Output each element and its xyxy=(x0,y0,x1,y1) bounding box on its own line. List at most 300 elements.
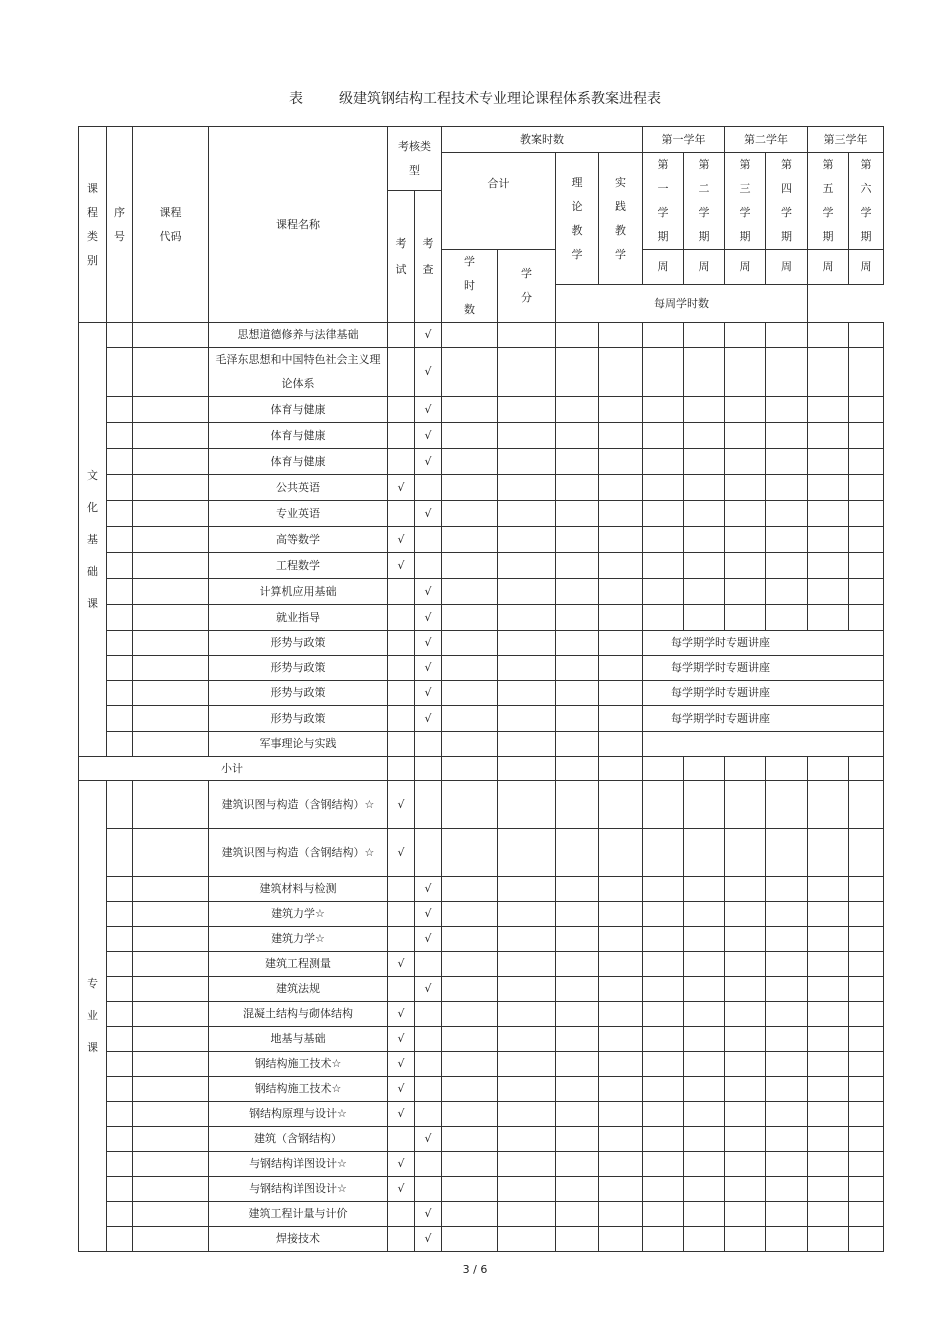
seq-cell xyxy=(107,1152,133,1177)
subtotal-cell xyxy=(388,757,415,781)
exam-mark: √ xyxy=(388,829,415,877)
term-cell xyxy=(808,977,849,1002)
term-cell xyxy=(849,579,884,605)
seq-cell xyxy=(107,501,133,527)
term-cell xyxy=(684,1202,725,1227)
header-term-3: 第 三 学 期 xyxy=(725,153,766,250)
term-cell xyxy=(808,475,849,501)
hours-cell xyxy=(442,732,498,757)
subtotal-cell xyxy=(849,757,884,781)
exam-mark xyxy=(388,449,415,475)
term-cell xyxy=(643,423,684,449)
header-term-6: 第 六 学 期 xyxy=(849,153,884,250)
seq-cell xyxy=(107,927,133,952)
hours-cell xyxy=(498,527,556,553)
hours-cell xyxy=(498,423,556,449)
hours-cell xyxy=(556,348,599,397)
hours-cell xyxy=(442,1177,498,1202)
hours-cell xyxy=(442,1127,498,1152)
exam-mark xyxy=(388,605,415,631)
course-name: 地基与基础 xyxy=(209,1027,388,1052)
course-name: 建筑工程测量 xyxy=(209,952,388,977)
exam-mark: √ xyxy=(388,1002,415,1027)
lecture-note: 每学期学时专题讲座 xyxy=(643,656,884,681)
term-cell xyxy=(849,1077,884,1102)
subtotal-cell xyxy=(808,757,849,781)
table-row xyxy=(79,781,884,829)
term-cell xyxy=(766,1127,808,1152)
term-cell xyxy=(766,348,808,397)
code-cell xyxy=(133,1052,209,1077)
term-cell xyxy=(766,323,808,348)
term-cell xyxy=(684,1177,725,1202)
hours-cell xyxy=(599,877,643,902)
term-cell xyxy=(808,1027,849,1052)
course-name: 建筑材料与检测 xyxy=(209,877,388,902)
term-cell xyxy=(643,877,684,902)
check-mark: √ xyxy=(415,501,442,527)
course-name: 思想道德修养与法律基础 xyxy=(209,323,388,348)
table-row xyxy=(79,952,884,977)
term-cell xyxy=(849,1002,884,1027)
table-row xyxy=(79,423,884,449)
header-year2: 第二学年 xyxy=(725,127,808,153)
seq-cell xyxy=(107,681,133,706)
basic-category-label: 文 化 基 础 课 xyxy=(79,323,107,757)
seq-cell xyxy=(107,977,133,1002)
header-class-hours: 学 时 数 xyxy=(442,250,498,323)
hours-cell xyxy=(442,829,498,877)
hours-cell xyxy=(442,927,498,952)
table-row xyxy=(79,348,884,397)
hours-cell xyxy=(556,1152,599,1177)
hours-cell xyxy=(498,397,556,423)
term-cell xyxy=(684,397,725,423)
header-term-1: 第 一 学 期 xyxy=(643,153,684,250)
term-cell xyxy=(849,1127,884,1152)
hours-cell xyxy=(556,323,599,348)
hours-cell xyxy=(498,1052,556,1077)
term-cell xyxy=(725,877,766,902)
header-year3: 第三学年 xyxy=(808,127,884,153)
check-mark xyxy=(415,1077,442,1102)
code-cell xyxy=(133,877,209,902)
table-row xyxy=(79,1027,884,1052)
code-cell xyxy=(133,829,209,877)
hours-cell xyxy=(442,656,498,681)
table-row xyxy=(79,605,884,631)
check-mark: √ xyxy=(415,977,442,1002)
hours-cell xyxy=(599,475,643,501)
term-cell xyxy=(766,781,808,829)
hours-cell xyxy=(498,1002,556,1027)
header-week-4: 周 xyxy=(766,250,808,285)
check-mark xyxy=(415,475,442,501)
check-mark: √ xyxy=(415,877,442,902)
term-cell xyxy=(684,977,725,1002)
seq-cell xyxy=(107,732,133,757)
course-name: 形势与政策 xyxy=(209,681,388,706)
term-cell xyxy=(766,1202,808,1227)
hours-cell xyxy=(556,1202,599,1227)
code-cell xyxy=(133,902,209,927)
hours-cell xyxy=(599,553,643,579)
hours-cell xyxy=(442,706,498,732)
code-cell xyxy=(133,706,209,732)
term-cell xyxy=(849,1102,884,1127)
header-week-1: 周 xyxy=(643,250,684,285)
course-name: 焊接技术 xyxy=(209,1227,388,1252)
table-row xyxy=(79,1002,884,1027)
hours-cell xyxy=(599,952,643,977)
hours-cell xyxy=(599,1202,643,1227)
term-cell xyxy=(643,579,684,605)
term-cell xyxy=(725,501,766,527)
term-cell xyxy=(684,877,725,902)
hours-cell xyxy=(556,631,599,656)
exam-mark: √ xyxy=(388,553,415,579)
header-term-5: 第 五 学 期 xyxy=(808,153,849,250)
term-cell xyxy=(684,501,725,527)
hours-cell xyxy=(556,1052,599,1077)
hours-cell xyxy=(556,1102,599,1127)
code-cell xyxy=(133,553,209,579)
lecture-note: 每学期学时专题讲座 xyxy=(643,631,884,656)
seq-cell xyxy=(107,1027,133,1052)
term-cell xyxy=(849,553,884,579)
seq-cell xyxy=(107,1102,133,1127)
hours-cell xyxy=(442,553,498,579)
term-cell xyxy=(643,1177,684,1202)
hours-cell xyxy=(599,902,643,927)
check-mark xyxy=(415,1152,442,1177)
header-term-4: 第 四 学 期 xyxy=(766,153,808,250)
table-row xyxy=(79,323,884,348)
term-cell xyxy=(849,877,884,902)
term-cell xyxy=(643,527,684,553)
term-cell xyxy=(643,829,684,877)
code-cell xyxy=(133,631,209,656)
exam-mark xyxy=(388,397,415,423)
check-mark: √ xyxy=(415,1227,442,1252)
check-mark xyxy=(415,527,442,553)
term-cell xyxy=(808,579,849,605)
term-cell xyxy=(725,1177,766,1202)
term-cell xyxy=(684,475,725,501)
hours-cell xyxy=(442,681,498,706)
term-cell xyxy=(643,977,684,1002)
hours-cell xyxy=(556,501,599,527)
term-cell xyxy=(766,423,808,449)
check-mark: √ xyxy=(415,323,442,348)
exam-mark: √ xyxy=(388,1177,415,1202)
hours-cell xyxy=(599,656,643,681)
hours-cell xyxy=(599,631,643,656)
hours-cell xyxy=(442,1077,498,1102)
term-cell xyxy=(849,423,884,449)
hours-cell xyxy=(498,501,556,527)
course-name: 建筑力学☆ xyxy=(209,902,388,927)
term-cell xyxy=(849,449,884,475)
subtotal-cell xyxy=(442,757,498,781)
check-mark: √ xyxy=(415,631,442,656)
hours-cell xyxy=(599,423,643,449)
code-cell xyxy=(133,781,209,829)
term-cell xyxy=(643,553,684,579)
hours-cell xyxy=(556,732,599,757)
term-cell xyxy=(808,1202,849,1227)
header-exam: 考 试 xyxy=(388,191,415,323)
lecture-note: 每学期学时专题讲座 xyxy=(643,681,884,706)
code-cell xyxy=(133,1152,209,1177)
hours-cell xyxy=(498,1127,556,1152)
term-cell xyxy=(684,1102,725,1127)
hours-cell xyxy=(498,631,556,656)
hours-cell xyxy=(498,977,556,1002)
term-cell xyxy=(849,323,884,348)
header-week-2: 周 xyxy=(684,250,725,285)
seq-cell xyxy=(107,1127,133,1152)
course-name: 高等数学 xyxy=(209,527,388,553)
term-cell xyxy=(808,1177,849,1202)
term-cell xyxy=(684,1152,725,1177)
term-cell xyxy=(849,1052,884,1077)
term-cell xyxy=(643,605,684,631)
table-row xyxy=(79,732,884,757)
course-name: 公共英语 xyxy=(209,475,388,501)
exam-mark xyxy=(388,348,415,397)
hours-cell xyxy=(442,348,498,397)
seq-cell xyxy=(107,902,133,927)
seq-cell xyxy=(107,1002,133,1027)
check-mark xyxy=(415,1002,442,1027)
term-cell xyxy=(725,553,766,579)
header-category: 课 程 类 别 xyxy=(79,127,107,323)
exam-mark: √ xyxy=(388,1077,415,1102)
subtotal-cell xyxy=(643,757,684,781)
exam-mark: √ xyxy=(388,1102,415,1127)
term-cell xyxy=(725,781,766,829)
term-cell xyxy=(766,527,808,553)
exam-mark xyxy=(388,656,415,681)
term-cell xyxy=(725,1027,766,1052)
check-mark: √ xyxy=(415,605,442,631)
term-cell xyxy=(643,1152,684,1177)
term-cell xyxy=(766,877,808,902)
table-row xyxy=(79,1077,884,1102)
exam-mark xyxy=(388,732,415,757)
page-number: 3 / 6 xyxy=(462,1263,488,1276)
term-cell xyxy=(808,1077,849,1102)
hours-cell xyxy=(498,348,556,397)
term-cell xyxy=(725,323,766,348)
hours-cell xyxy=(556,423,599,449)
hours-cell xyxy=(498,656,556,681)
hours-cell xyxy=(442,1227,498,1252)
exam-mark: √ xyxy=(388,475,415,501)
hours-cell xyxy=(498,1102,556,1127)
code-cell xyxy=(133,927,209,952)
code-cell xyxy=(133,1227,209,1252)
term-cell xyxy=(725,977,766,1002)
term-cell xyxy=(849,1177,884,1202)
term-cell xyxy=(643,1002,684,1027)
hours-cell xyxy=(498,877,556,902)
table-row xyxy=(79,501,884,527)
check-mark xyxy=(415,1102,442,1127)
term-cell xyxy=(808,553,849,579)
course-name: 形势与政策 xyxy=(209,631,388,656)
exam-mark xyxy=(388,977,415,1002)
hours-cell xyxy=(599,1027,643,1052)
hours-cell xyxy=(599,829,643,877)
exam-mark xyxy=(388,501,415,527)
hours-cell xyxy=(556,656,599,681)
term-cell xyxy=(684,348,725,397)
term-cell xyxy=(766,1227,808,1252)
code-cell xyxy=(133,449,209,475)
seq-cell xyxy=(107,527,133,553)
course-name: 钢结构施工技术☆ xyxy=(209,1052,388,1077)
course-name: 建筑识图与构造（含钢结构）☆ xyxy=(209,781,388,829)
check-mark: √ xyxy=(415,656,442,681)
hours-cell xyxy=(556,902,599,927)
exam-mark xyxy=(388,902,415,927)
hours-cell xyxy=(599,323,643,348)
merged-term-cell xyxy=(643,732,884,757)
subtotal-cell xyxy=(684,757,725,781)
term-cell xyxy=(849,527,884,553)
check-mark: √ xyxy=(415,1202,442,1227)
header-course-name: 课程名称 xyxy=(209,127,388,323)
title-prefix: 表 xyxy=(289,91,303,107)
seq-cell xyxy=(107,1202,133,1227)
term-cell xyxy=(643,501,684,527)
course-name: 专业英语 xyxy=(209,501,388,527)
term-cell xyxy=(808,605,849,631)
hours-cell xyxy=(599,1177,643,1202)
hours-cell xyxy=(599,781,643,829)
hours-cell xyxy=(599,1127,643,1152)
hours-cell xyxy=(599,1052,643,1077)
seq-cell xyxy=(107,579,133,605)
hours-cell xyxy=(599,348,643,397)
hours-cell xyxy=(498,706,556,732)
course-name: 混凝土结构与砌体结构 xyxy=(209,1002,388,1027)
course-name: 计算机应用基础 xyxy=(209,579,388,605)
hours-cell xyxy=(556,1227,599,1252)
table-row xyxy=(79,475,884,501)
code-cell xyxy=(133,656,209,681)
term-cell xyxy=(849,397,884,423)
term-cell xyxy=(684,323,725,348)
hours-cell xyxy=(556,877,599,902)
exam-mark xyxy=(388,927,415,952)
hours-cell xyxy=(442,1102,498,1127)
hours-cell xyxy=(556,706,599,732)
hours-cell xyxy=(599,732,643,757)
term-cell xyxy=(766,1077,808,1102)
hours-cell xyxy=(556,1077,599,1102)
exam-mark xyxy=(388,1127,415,1152)
table-row xyxy=(79,681,884,706)
term-cell xyxy=(808,501,849,527)
seq-cell xyxy=(107,397,133,423)
table-row xyxy=(79,1152,884,1177)
table-row xyxy=(79,656,884,681)
course-name: 建筑（含钢结构） xyxy=(209,1127,388,1152)
term-cell xyxy=(849,475,884,501)
course-name: 钢结构原理与设计☆ xyxy=(209,1102,388,1127)
term-cell xyxy=(808,449,849,475)
table-row xyxy=(79,579,884,605)
hours-cell xyxy=(442,1202,498,1227)
exam-mark xyxy=(388,1202,415,1227)
hours-cell xyxy=(599,501,643,527)
hours-cell xyxy=(556,475,599,501)
hours-cell xyxy=(442,501,498,527)
hours-cell xyxy=(556,605,599,631)
term-cell xyxy=(643,781,684,829)
hours-cell xyxy=(556,553,599,579)
term-cell xyxy=(725,1127,766,1152)
term-cell xyxy=(725,1152,766,1177)
term-cell xyxy=(849,348,884,397)
hours-cell xyxy=(498,1077,556,1102)
seq-cell xyxy=(107,475,133,501)
code-cell xyxy=(133,1002,209,1027)
course-name: 与钢结构详图设计☆ xyxy=(209,1152,388,1177)
seq-cell xyxy=(107,449,133,475)
term-cell xyxy=(684,449,725,475)
hours-cell xyxy=(498,952,556,977)
course-name: 就业指导 xyxy=(209,605,388,631)
course-name: 建筑识图与构造（含钢结构）☆ xyxy=(209,829,388,877)
check-mark: √ xyxy=(415,902,442,927)
check-mark xyxy=(415,553,442,579)
term-cell xyxy=(684,527,725,553)
term-cell xyxy=(808,397,849,423)
term-cell xyxy=(808,1002,849,1027)
hours-cell xyxy=(498,1177,556,1202)
term-cell xyxy=(808,781,849,829)
hours-cell xyxy=(599,1077,643,1102)
course-name: 体育与健康 xyxy=(209,449,388,475)
check-mark: √ xyxy=(415,397,442,423)
term-cell xyxy=(766,605,808,631)
term-cell xyxy=(684,423,725,449)
header-check: 考 查 xyxy=(415,191,442,323)
code-cell xyxy=(133,1177,209,1202)
check-mark: √ xyxy=(415,423,442,449)
exam-mark xyxy=(388,631,415,656)
hours-cell xyxy=(442,423,498,449)
hours-cell xyxy=(599,579,643,605)
term-cell xyxy=(725,1202,766,1227)
term-cell xyxy=(808,829,849,877)
course-name: 形势与政策 xyxy=(209,706,388,732)
hours-cell xyxy=(599,605,643,631)
hours-cell xyxy=(599,1227,643,1252)
code-cell xyxy=(133,1127,209,1152)
seq-cell xyxy=(107,781,133,829)
term-cell xyxy=(808,1152,849,1177)
term-cell xyxy=(684,927,725,952)
header-hours: 教案时数 xyxy=(442,127,643,153)
term-cell xyxy=(808,348,849,397)
hours-cell xyxy=(498,1227,556,1252)
course-name: 建筑法规 xyxy=(209,977,388,1002)
